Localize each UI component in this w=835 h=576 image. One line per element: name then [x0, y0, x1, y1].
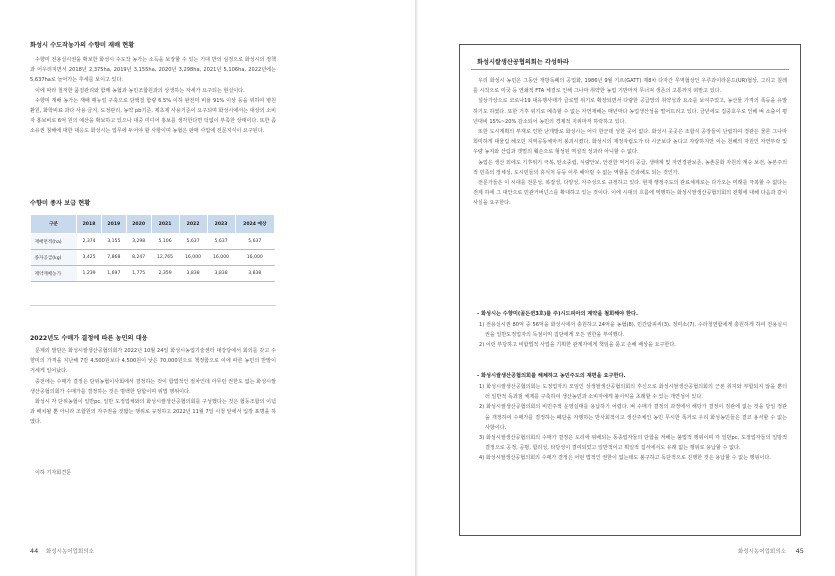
statement-intro — [473, 76, 787, 209]
demand1-list — [477, 320, 787, 351]
table-cell: 계약재배농가 — [31, 266, 77, 282]
statement-title-rule — [471, 69, 789, 70]
footer-label: 화성시농어업회의소 — [46, 549, 94, 555]
list-item: 1) 전용실시권 80억 중 56억을 화성시에서 충원하고 24억을 농협(8), 민간탐피씨(3), 정미소(7), 수라청연합에게 충원하게 하여 전용실시권을 일반도정업자의 독점이익 집단에게 모든 권한을 부여했다. — [479, 322, 787, 339]
table-row — [31, 234, 275, 250]
table-cell: 3,838 — [207, 266, 235, 282]
table-cell: 12,765 — [151, 250, 179, 266]
section1-paragraph: 수향미 전용실시권을 확보한 화성시 수도작 농가는 소득을 보장할 수 있는 기대 반의 심정으로 화성시의 정책과 어우러지면서 2018년 2,375ha, 2019년 3,155ha, 2020년 3,298ha, 2021년 5,106ha, 2022년에는 5,637ha로 늘어가는 추세를 보이고 있다. — [30, 57, 276, 84]
table-cell: 5,637 — [235, 234, 274, 250]
table-header-cell: 2024 예상 — [235, 215, 274, 234]
table-header-cell: 2020 — [126, 215, 151, 234]
section1-body — [30, 55, 276, 137]
statement-paragraph: 또한 도시계획의 부재로 인한 난개발로 화성시는 어디 한군데 성한 곳이 없다. 화성시 곳곳은 조합식 공장들이 난립하여 경관은 물론 그나마 희미하게 대물림 해오던 지역공동체마저 붕괴시켰다. 화성시의 재정자립도가 타 시군보다 높다고 자랑하지만 이는 천혜의 자원인 자연부락 및 우량 농지와 산림과 갯벌의 훼손으로 형성된 역설적 성과라 아니할 수 없다. — [473, 129, 787, 156]
demand2-heading: - 화성시쌀생산공협의회를 해체하고 농민주도의 재편을 요구한다. — [477, 373, 626, 379]
statement-paragraph: 설상가상으로 코로나19 대유행사태가 글로벌 위기로 확장되면서 다량한 공급망의 취약성과 요소를 보여주었고, 농산물 가격의 폭등을 유발하기도 하였다. 또한 기후 위기로 예측할 수 없는 자연재해는 매년마다 농업생산성을 떨어뜨리고 있다. 금년에도 집중호우로 인해 벼 소출이 평년대비 15%~20% 감소되어 농민의 경제적 지위마저 하락하고 있다. — [473, 98, 787, 125]
section2-paragraph: 종전에는 수매가 결정은 단위농협이사회에서 결정하는 것이 합법적인 절차인데 아무런 권한도 없는 화성시쌀생산공협의회가 수매가를 결정하는 것은 명백한 담합이며 위법 행위이다. — [30, 378, 276, 395]
table-header-cell: 2022 — [179, 215, 207, 234]
statement-paragraph: 우리 화성시 농민은 그동안 개방독폐의 공업화, 1986년 9월 기르(GATT) 제8차 다자간 무역협상인 우루과이라운드(UR)협상, 그리고 칠레를 시작으로 미국 등 연쇄적 FTA 체결로 인해 그나마 취약한 농업 기반마저 무너져 생존의 고통까지 떠맡고 있다. — [473, 78, 787, 95]
section2-paragraph: 화성시 각 단위농협이 일반pc, 일반 도정업체와의 화성시쌀생산공협의회를 구성했다는 것은 협동조합의 이념과 배치될 뿐 아니라 조합원의 자주권을 짓밟는 행위로 규정하고 2022년 11월 7일 시청 앞에서 입장 표명을 하였다. — [30, 399, 276, 426]
section2-paragraph: 문제의 발단은 화성시쌀생산공협의회가 2022년 10월 24일 화성시농업기술센터 대강당에서 회의를 갖고 수향미의 가격을 지난해 7만 4,500원보다 4,500원이 낮은 70,000원으로 책정함으로 이에 따른 농민의 반발이 거세게 일어났다. — [30, 348, 276, 375]
table-header-cell: 2021 — [151, 215, 179, 234]
section1-title: 화성시 수도작농가의 수향미 재배 현황 — [30, 42, 135, 49]
statement-paragraph: 전문가들은 이 시대를 전문성, 복잡성, 다양성, 자주성으로 규정하고 있다. 현재 행정주도의 관료체제로는 다가오는 미래를 극복할 수 없다는 전제 하에 그 대안으로 민관거버넌스를 확대하고 있는 것이다. 이에 시대의 흐름에 역행하는 화성시쌀생산공협의회의 전횡에 대해 다음과 같이 사실을 요구한다. — [473, 180, 787, 207]
section2-title: 2022년도 수매가 결정에 따른 농민의 대응 — [30, 335, 148, 342]
table-cell: 16,000 — [235, 250, 274, 266]
page-number: 45 — [795, 547, 804, 555]
section2-body — [30, 346, 276, 428]
footer-label: 화성시농어업회의소 — [738, 549, 786, 555]
list-item: 3) 화성시쌀생산공협의회의 수매가 결정은 도리에 위배되는 동종업자들의 단합을 저해는 불법적 행위이며 각 일반pc, 도정업자들의 일방적 결정으로 공정, 공평, 합리성, 타당성이 결여되었고 일반적이고 획일적 집서에서도 유래 없는 행위로 용납할 수 없다. — [479, 435, 787, 452]
table-cell: 3,425 — [77, 250, 102, 266]
list-item: 2) 화성시쌀생산공협의회의 비민주적 운영실태를 용납하기 어렵다. 벼 수매가 결정의 과정에서 해당가 결정이 정관에 없는 것을 당일 정관을 개정하여 수매가를 결정하는 폐단을 자행하는 반사회적이고 생산주체인 농민 무시한 폭거로 우리 화성농민들은 결코 용서할 수 없는 사항이다. — [479, 404, 787, 431]
table-cell: 7,868 — [101, 250, 126, 266]
table-cell: 1,775 — [126, 266, 151, 282]
table-header-cell: 2019 — [101, 215, 126, 234]
table-header-cell: 구분 — [31, 215, 77, 234]
table-cell: 3,155 — [101, 234, 126, 250]
table-cell: 3,838 — [179, 266, 207, 282]
table-cell: 5,637 — [179, 234, 207, 250]
demand1-heading: - 화성시는 수향미(골든퀸3호)를 주)시드피아의 계약을 철회해야 한다. — [477, 311, 638, 317]
table-cell: 2,374 — [77, 234, 102, 250]
table-cell: 1,697 — [101, 266, 126, 282]
table-cell: 재배면적(ha) — [31, 234, 77, 250]
table-header-row — [31, 215, 275, 234]
table-cell: 16,000 — [207, 250, 235, 266]
seed-supply-table — [30, 214, 275, 282]
section1-paragraph: 수향미 재배 농가는 재배 매뉴얼 구축으로 단백질 함량 6.5% 이하 완전미 비율 91% 이상 등을 위하여 병원 환원, 화학비료 과다 사용 금지, 도정관리, 농약 pb기준, 제초제 사용기준이 요구되며 화성시에서는 대상의 소비자 홍보비로 6억 원의 예산을 확보하고 있으나 대중 미디어 홍보를 생각한다면 턱없이 부족한 상태이다. 또한 좀 소유권 침해에 대한 대응도 화성시는 업무에 두어야 할 사항이며 농협은 판매 사업에 전문지식이 요구된다. — [30, 97, 276, 135]
table-cell: 종자공급(kg) — [31, 250, 77, 266]
table-title: 수향미 종자 보급 현황 — [30, 200, 91, 207]
table-cell: 2,359 — [151, 266, 179, 282]
page-number: 44 — [30, 547, 39, 555]
table-cell: 16,000 — [179, 250, 207, 266]
closing-note: 이하 기자회견문 — [35, 470, 72, 476]
table-row — [31, 250, 275, 266]
list-item: 4) 화성시쌀생산공협의회의 수매가 결정은 어떤 법적인 권한이 없는데도 불구하고 독단적으로 진행한 것은 용납할 수 없는 행위이다. — [479, 455, 771, 462]
table-header-cell: 2023 — [207, 215, 235, 234]
left-footer — [30, 547, 94, 555]
table-cell: 3,838 — [235, 266, 274, 282]
statement-title: 화성시쌀생산공협의회는 각성하라 — [477, 59, 569, 66]
table-cell: 1,239 — [77, 266, 102, 282]
table-cell: 5,106 — [151, 234, 179, 250]
list-item: 2) 이런 부당하고 비합법적 사업을 기획한 관계자에게 책임을 묻고 손해 배상을 요구한다. — [479, 342, 676, 349]
section-divider — [30, 305, 276, 306]
table-cell: 8,247 — [126, 250, 151, 266]
list-item: 1) 화성시쌀생산공협의회는 도정업자의 모임인 상생쌀생산공협의회의 후신으로 화성시쌀생산공협의회의 근본 취지와 부합되지 않을 뿐더러 일반적 독과점 체제를 구축하여 생산농민과 소비자에게 불이익을 초래할 수 있는 개연성이 있다. — [479, 384, 787, 401]
table-cell: 3,298 — [126, 234, 151, 250]
statement-paragraph: 농업은 생산 외에도 기후위기 극복, 탄소중립, 식량안보, 안전한 먹거리 공급, 생태계 및 자연경관보존, 농촌문화 자원의 계승 보전, 농본주의적 민족의 정체성, 도시민들의 휴식처 등등 이루 헤아릴 수 없는 역할을 간과해도 되는 것인가. — [473, 159, 787, 176]
demand2-list — [477, 382, 787, 464]
table-cell: 5,637 — [207, 234, 235, 250]
table-header-cell: 2018 — [77, 215, 102, 234]
section1-paragraph: 이에 따라 철저한 품질관리와 함께 농협과 농민조합원과의 상생하는 자세가 요구되는 현실이다. — [35, 87, 245, 94]
table-row — [31, 266, 275, 282]
right-footer — [738, 547, 810, 555]
